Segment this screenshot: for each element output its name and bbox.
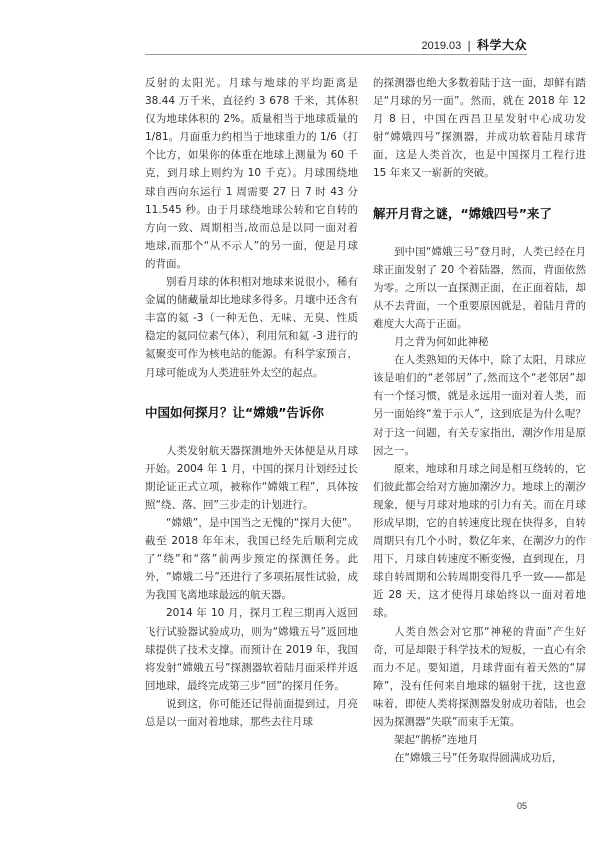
- paragraph: 反射的太阳光。月球与地球的平均距离是 38.44 万千米，直径约 3 678 千米，其体积仅为地球体积的 2%。质量相当于地球质量的 1/81。月面重力约相当于地球重力的 1/6（打个比方，如果你的体重在地球上测量为 60 千克，到月球上则约为 10 千克）。月球围绕地球自西向东运行 1 周需要 27 日 7 时 43 分 11.545 秒。由于月球绕地球公转和它自转的方向一致、周期相当,故而总是以同一面对着地球,而那个“从不示人”的另一面，便是月球的背面。: [145, 77, 358, 270]
- section-heading: 解开月背之谜，“嫦娥四号”来了: [373, 205, 552, 221]
- paragraph: “嫦娥”，是中国当之无愧的“探月大使”。截至 2018 年年末，我国已经先后顺利完成了“绕”和“落”前两步预定的探测任务。此外，“嫦娥二号”还进行了多项拓展性试验，成为我国飞离地球最远的航天器。: [145, 516, 358, 602]
- paragraph: 在人类熟知的天体中，除了太阳，月球应该是咱们的“老邻居”了,然而这个“老邻居”却有一个怪习惯，就是永远用一面对着人类，而另一面始终“羞于示人”，这到底是为什么呢？对于这一问题，有关专家指出，潮汐作用是原因之一。: [373, 354, 586, 457]
- paragraph: 的探测器也绝大多数着陆于这一面，却鲜有踏足“月球的另一面”。然而，就在 2018 年 12 月 8 日，中国在西昌卫星发射中心成功发射“嫦娥四号”探测器，并成功软着陆月球背面，这是人类首次，也是中国探月工程行进 15 年来又一崭新的突破。: [373, 77, 586, 180]
- subheading: 月之背为何如此神秘: [394, 336, 489, 349]
- subheading: 架起“鹊桥”连地月: [394, 734, 479, 747]
- paragraph: 人类自然会对它那“神秘的背面”产生好奇，可是却限于科学技术的短板，一直心有余而力不足。要知道，月球背面有着天然的“屏障”，没有任何来自地球的辐射干扰，这也意味着，即使人类将探测器发射成功着陆，也会因为探测器“失联”而束手无策。: [373, 625, 586, 728]
- running-header: [422, 36, 528, 53]
- section-heading: 中国如何探月？让“嫦娥”告诉你: [145, 404, 324, 420]
- right-column: [373, 74, 586, 767]
- page-number: 05: [516, 801, 527, 811]
- paragraph: 人类发射航天器探测地外天体便是从月球开始。2004 年 1 月，中国的探月计划经过长期论证正式立项，被称作“嫦娥工程”，具体按照“绕、落、回”三步走的计划进行。: [145, 444, 358, 511]
- header-rule: [145, 54, 527, 55]
- paragraph: 说到这，你可能还记得前面提到过，月亮总是以一面对着地球，那些去往月球: [145, 697, 358, 728]
- header-separator: |: [467, 39, 471, 52]
- left-column: [145, 74, 358, 731]
- paragraph: 原来，地球和月球之间是相互绕转的，它们彼此都会给对方施加潮汐力。地球上的潮汐现象，便与月球对地球的引力有关。而在月球形成早期，它的自转速度比现在快得多，自转周期只有几个小时，数亿年来，在潮汐力的作用下，月球自转速度不断变慢，直到现在，月球自转周期和公转周期变得几乎一致——都是近 28 天，这才使得月球始终以一面对着地球。: [373, 462, 586, 620]
- issue-date: 2019.03: [421, 40, 462, 52]
- paragraph: 2014 年 10 月，探月工程三期再入返回飞行试验器试验成功，则为“嫦娥五号”返回地球提供了技术支撑。而预计在 2019 年，我国将发射“嫦娥五号”探测器软着陆月面采样并返回地球，最终完成第三步“回”的探月任务。: [145, 607, 358, 692]
- magazine-logo: 科学大众: [476, 38, 527, 52]
- paragraph: 到中国“嫦娥三号”登月时，人类已经在月球正面发射了 20 个着陆器，然而，背面依然为零。之所以一直探测正面，在正面着陆，却从不去背面，一个重要原因就是，着陆月背的难度大大高于正面。: [373, 245, 586, 330]
- paragraph: 别看月球的体积相对地球来说很小，稀有金属的储藏量却比地球多得多。月壤中还含有丰富的氦 -3（一种无色、无味、无臭、性质稳定的氦同位素气体），利用氘和氦 -3 进行的氦聚变可作为核电站的能源。有科学家预言，月球可能成为人类进驻外太空的起点。: [145, 276, 358, 379]
- paragraph: 在“嫦娥三号”任务取得圆满成功后，: [394, 752, 563, 765]
